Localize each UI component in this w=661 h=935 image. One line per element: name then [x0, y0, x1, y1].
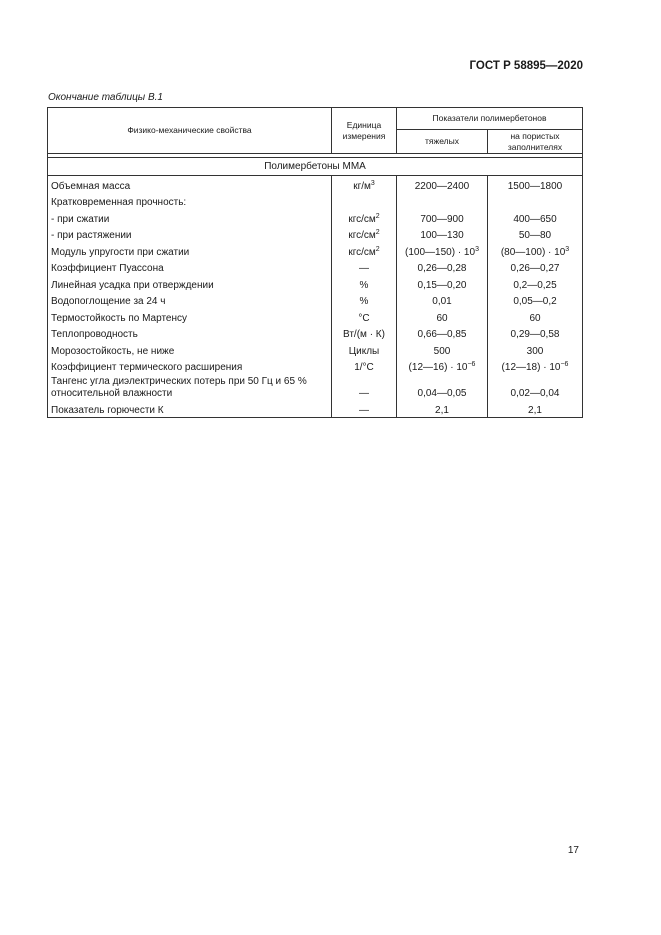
cell-property-text: Объемная масса — [51, 180, 131, 192]
cell-heavy-text: 60 — [436, 312, 448, 324]
cell-unit — [332, 308, 397, 325]
cell-unit-text: кгс/см — [348, 213, 376, 225]
header-property: Физико-механические свойства — [48, 108, 332, 154]
cell-property-text: Теплопроводность — [51, 329, 138, 340]
cell-property — [48, 259, 332, 276]
cell-porous-superscript: 3 — [565, 245, 570, 253]
cell-property-text: Линейная усадка при отверждении — [51, 279, 214, 291]
cell-property-text: Термостойкость по Мартенсу — [51, 312, 187, 324]
cell-porous — [488, 176, 583, 193]
cell-porous-text: 50—80 — [518, 230, 552, 241]
cell-unit-superscript: 2 — [375, 245, 380, 253]
cell-unit-text: °С — [358, 312, 370, 324]
cell-unit-text: — — [359, 388, 369, 399]
table-row — [48, 292, 583, 309]
cell-heavy-text: 100—130 — [420, 230, 464, 241]
cell-unit-text: кгс/см — [348, 230, 376, 241]
cell-porous — [488, 259, 583, 276]
cell-heavy-text: (100—150) · 10 — [405, 246, 476, 258]
cell-property-text: Кратковременная прочность: — [51, 197, 187, 208]
table-row — [48, 325, 583, 342]
cell-porous — [488, 242, 583, 259]
cell-porous-text: 400—650 — [513, 213, 557, 225]
cell-porous — [488, 193, 583, 210]
properties-table — [47, 107, 583, 418]
cell-porous-text: 300 — [526, 345, 544, 357]
cell-porous-text: 60 — [529, 312, 541, 324]
table-row — [48, 308, 583, 325]
cell-property-text: Морозостойкость, не ниже — [51, 345, 175, 357]
table-row — [48, 259, 583, 276]
cell-heavy — [397, 193, 488, 210]
cell-unit-text: % — [359, 296, 369, 307]
cell-heavy — [397, 209, 488, 226]
cell-porous — [488, 374, 583, 400]
cell-heavy — [397, 226, 488, 243]
table-caption: Окончание таблицы В.1 — [48, 92, 163, 103]
cell-unit — [332, 259, 397, 276]
cell-heavy — [397, 275, 488, 292]
cell-property-text: Коэффициент термического расширения — [51, 362, 243, 373]
cell-property-text: Показатель горючести К — [51, 404, 164, 416]
cell-property-text: Водопоглощение за 24 ч — [51, 296, 166, 307]
cell-heavy — [397, 400, 488, 417]
cell-unit — [332, 226, 397, 243]
cell-heavy-superscript: −6 — [467, 361, 476, 368]
cell-heavy — [397, 292, 488, 309]
cell-heavy — [397, 341, 488, 358]
cell-unit — [332, 400, 397, 417]
cell-heavy-text: 2,1 — [435, 404, 449, 416]
cell-heavy — [397, 176, 488, 193]
cell-unit — [332, 292, 397, 309]
cell-unit-text: % — [359, 279, 369, 291]
table-row — [48, 341, 583, 358]
cell-property — [48, 275, 332, 292]
cell-porous — [488, 209, 583, 226]
cell-heavy — [397, 242, 488, 259]
section-title: Полимербетоны ММА — [48, 158, 583, 176]
cell-unit — [332, 358, 397, 375]
cell-property — [48, 400, 332, 417]
cell-heavy-text: 0,01 — [432, 296, 452, 307]
cell-porous-text: (80—100) · 10 — [500, 246, 566, 258]
cell-heavy — [397, 308, 488, 325]
cell-porous-text: 0,02—0,04 — [510, 388, 560, 399]
cell-porous-text: 0,26—0,27 — [510, 263, 560, 274]
table-row — [48, 374, 583, 400]
cell-porous — [488, 275, 583, 292]
table-row — [48, 193, 583, 210]
cell-heavy-text: 0,04—0,05 — [417, 388, 467, 399]
cell-unit — [332, 193, 397, 210]
page-number: 17 — [567, 845, 579, 856]
cell-heavy — [397, 358, 488, 375]
cell-heavy-text: 0,66—0,85 — [417, 329, 467, 340]
cell-porous — [488, 325, 583, 342]
cell-heavy-text: 500 — [433, 345, 451, 357]
cell-porous — [488, 308, 583, 325]
cell-unit-text: 1/°С — [354, 362, 374, 373]
cell-property — [48, 226, 332, 243]
cell-heavy-text: 0,26—0,28 — [417, 263, 467, 274]
cell-porous-text: 1500—1800 — [507, 180, 563, 192]
cell-unit — [332, 209, 397, 226]
cell-property-text: Модуль упругости при сжатии — [51, 246, 190, 258]
cell-porous-superscript: −6 — [560, 361, 569, 368]
cell-property — [48, 292, 332, 309]
cell-porous — [488, 226, 583, 243]
cell-unit — [332, 176, 397, 193]
table-row — [48, 209, 583, 226]
cell-unit — [332, 275, 397, 292]
header-porous: на пористых заполнителях — [488, 130, 583, 154]
cell-heavy — [397, 325, 488, 342]
cell-property-text: - при растяжении — [51, 230, 132, 241]
cell-unit-text: Циклы — [348, 345, 380, 357]
cell-porous-text: 0,2—0,25 — [513, 279, 557, 291]
cell-unit-superscript: 2 — [375, 212, 380, 220]
cell-heavy-text: 0,15—0,20 — [417, 279, 467, 291]
cell-heavy — [397, 259, 488, 276]
cell-unit-text: — — [359, 263, 369, 274]
cell-unit-text: — — [359, 404, 369, 416]
cell-porous-text: 2,1 — [528, 404, 542, 416]
table-row — [48, 400, 583, 417]
table-row — [48, 226, 583, 243]
cell-property — [48, 358, 332, 375]
cell-porous-text: 0,29—0,58 — [510, 329, 560, 340]
cell-unit — [332, 374, 397, 400]
cell-porous-text: (12—18) · 10 — [501, 362, 561, 373]
cell-unit — [332, 325, 397, 342]
cell-property — [48, 193, 332, 210]
cell-heavy — [397, 374, 488, 400]
cell-porous — [488, 400, 583, 417]
cell-unit-superscript: 3 — [370, 179, 375, 187]
cell-porous — [488, 341, 583, 358]
cell-property-text: Коэффициент Пуассона — [51, 263, 164, 274]
cell-heavy-text: 700—900 — [420, 213, 464, 225]
cell-property — [48, 341, 332, 358]
cell-heavy-superscript: 3 — [475, 245, 479, 253]
cell-property — [48, 242, 332, 259]
cell-porous — [488, 358, 583, 375]
cell-property — [48, 176, 332, 193]
table-row — [48, 275, 583, 292]
cell-property-text: Тангенс угла диэлектрических потерь при 50 Гц и 65 % относительной влажности — [51, 376, 307, 399]
cell-porous — [488, 292, 583, 309]
standard-code: ГОСТ Р 58895—2020 — [469, 60, 583, 72]
header-group: Показатели полимербетонов — [397, 108, 583, 130]
table-row — [48, 176, 583, 193]
table-row — [48, 242, 583, 259]
cell-porous-text: 0,05—0,2 — [513, 296, 557, 307]
header-heavy: тяжелых — [397, 130, 488, 154]
cell-unit-text: кг/м — [353, 180, 371, 192]
table-row — [48, 358, 583, 375]
cell-property — [48, 374, 332, 400]
cell-property — [48, 325, 332, 342]
cell-unit-text: кгс/см — [348, 246, 376, 258]
cell-unit-superscript: 2 — [375, 229, 380, 236]
cell-property — [48, 308, 332, 325]
header-unit: Единица измерения — [332, 108, 397, 154]
cell-unit — [332, 242, 397, 259]
cell-unit — [332, 341, 397, 358]
cell-heavy-text: (12—16) · 10 — [408, 362, 468, 373]
cell-heavy-text: 2200—2400 — [414, 180, 470, 192]
cell-property-text: - при сжатии — [51, 213, 110, 225]
cell-unit-text: Вт/(м · К) — [343, 329, 385, 340]
cell-property — [48, 209, 332, 226]
